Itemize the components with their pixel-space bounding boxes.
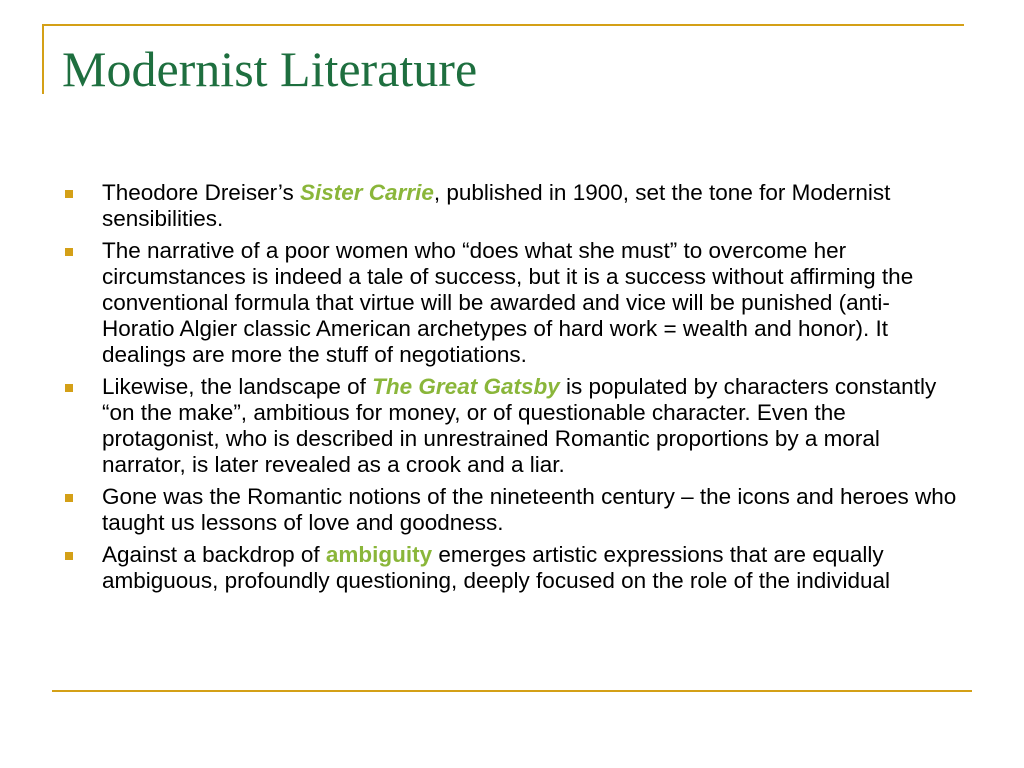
square-bullet-icon bbox=[65, 494, 73, 502]
bullet-text: Gone was the Romantic notions of the nineteenth century – the icons and heroes who taught us lessons of love and goodness. bbox=[102, 484, 957, 535]
bullet-text-after: is populated by characters constantly “on the make”, ambitious for money, or of questionable character. Even the protagonist, who is described in unrestrained Romantic proportions by a moral narrator, is later revealed as a crook and a liar. bbox=[102, 374, 937, 477]
slide-title: Modernist Literature bbox=[62, 41, 478, 97]
bullet-text: The narrative of a poor women who “does what she must” to overcome her circumstances is indeed a tale of success, but it is a success without affirming the conventional formula that virtue will be awarded and vice will be punished (anti-Horatio Algier classic American archetypes of hard work = wealth and honor). It dealings are more the stuff of negotiations. bbox=[102, 238, 914, 367]
bullet-item bbox=[62, 180, 962, 232]
bullet-text-after: emerges artistic expressions that are equally ambiguous, profoundly questioning, deeply focused on the role of the individual bbox=[102, 542, 891, 593]
frame-top-line bbox=[42, 24, 964, 26]
frame-left-line bbox=[42, 24, 44, 94]
bullet-text-after: , published in 1900, set the tone for Modernist sensibilities. bbox=[102, 180, 891, 231]
bullet-item bbox=[62, 374, 962, 478]
frame-bottom-line bbox=[52, 690, 972, 692]
square-bullet-icon bbox=[65, 190, 73, 198]
bullet-item bbox=[62, 484, 962, 536]
bullet-text-before: Theodore Dreiser’s bbox=[102, 180, 301, 205]
keyword-ambiguity: ambiguity bbox=[325, 542, 433, 567]
bullet-item bbox=[62, 238, 962, 368]
book-title-great-gatsby: The Great Gatsby bbox=[372, 374, 560, 399]
bullet-text-before: Likewise, the landscape of bbox=[102, 374, 373, 399]
square-bullet-icon bbox=[65, 384, 73, 392]
square-bullet-icon bbox=[65, 248, 73, 256]
bullet-item bbox=[62, 542, 962, 594]
square-bullet-icon bbox=[65, 552, 73, 560]
book-title-sister-carrie: Sister Carrie bbox=[300, 180, 434, 205]
bullet-list bbox=[62, 180, 962, 600]
bullet-text-before: Against a backdrop of bbox=[102, 542, 326, 567]
